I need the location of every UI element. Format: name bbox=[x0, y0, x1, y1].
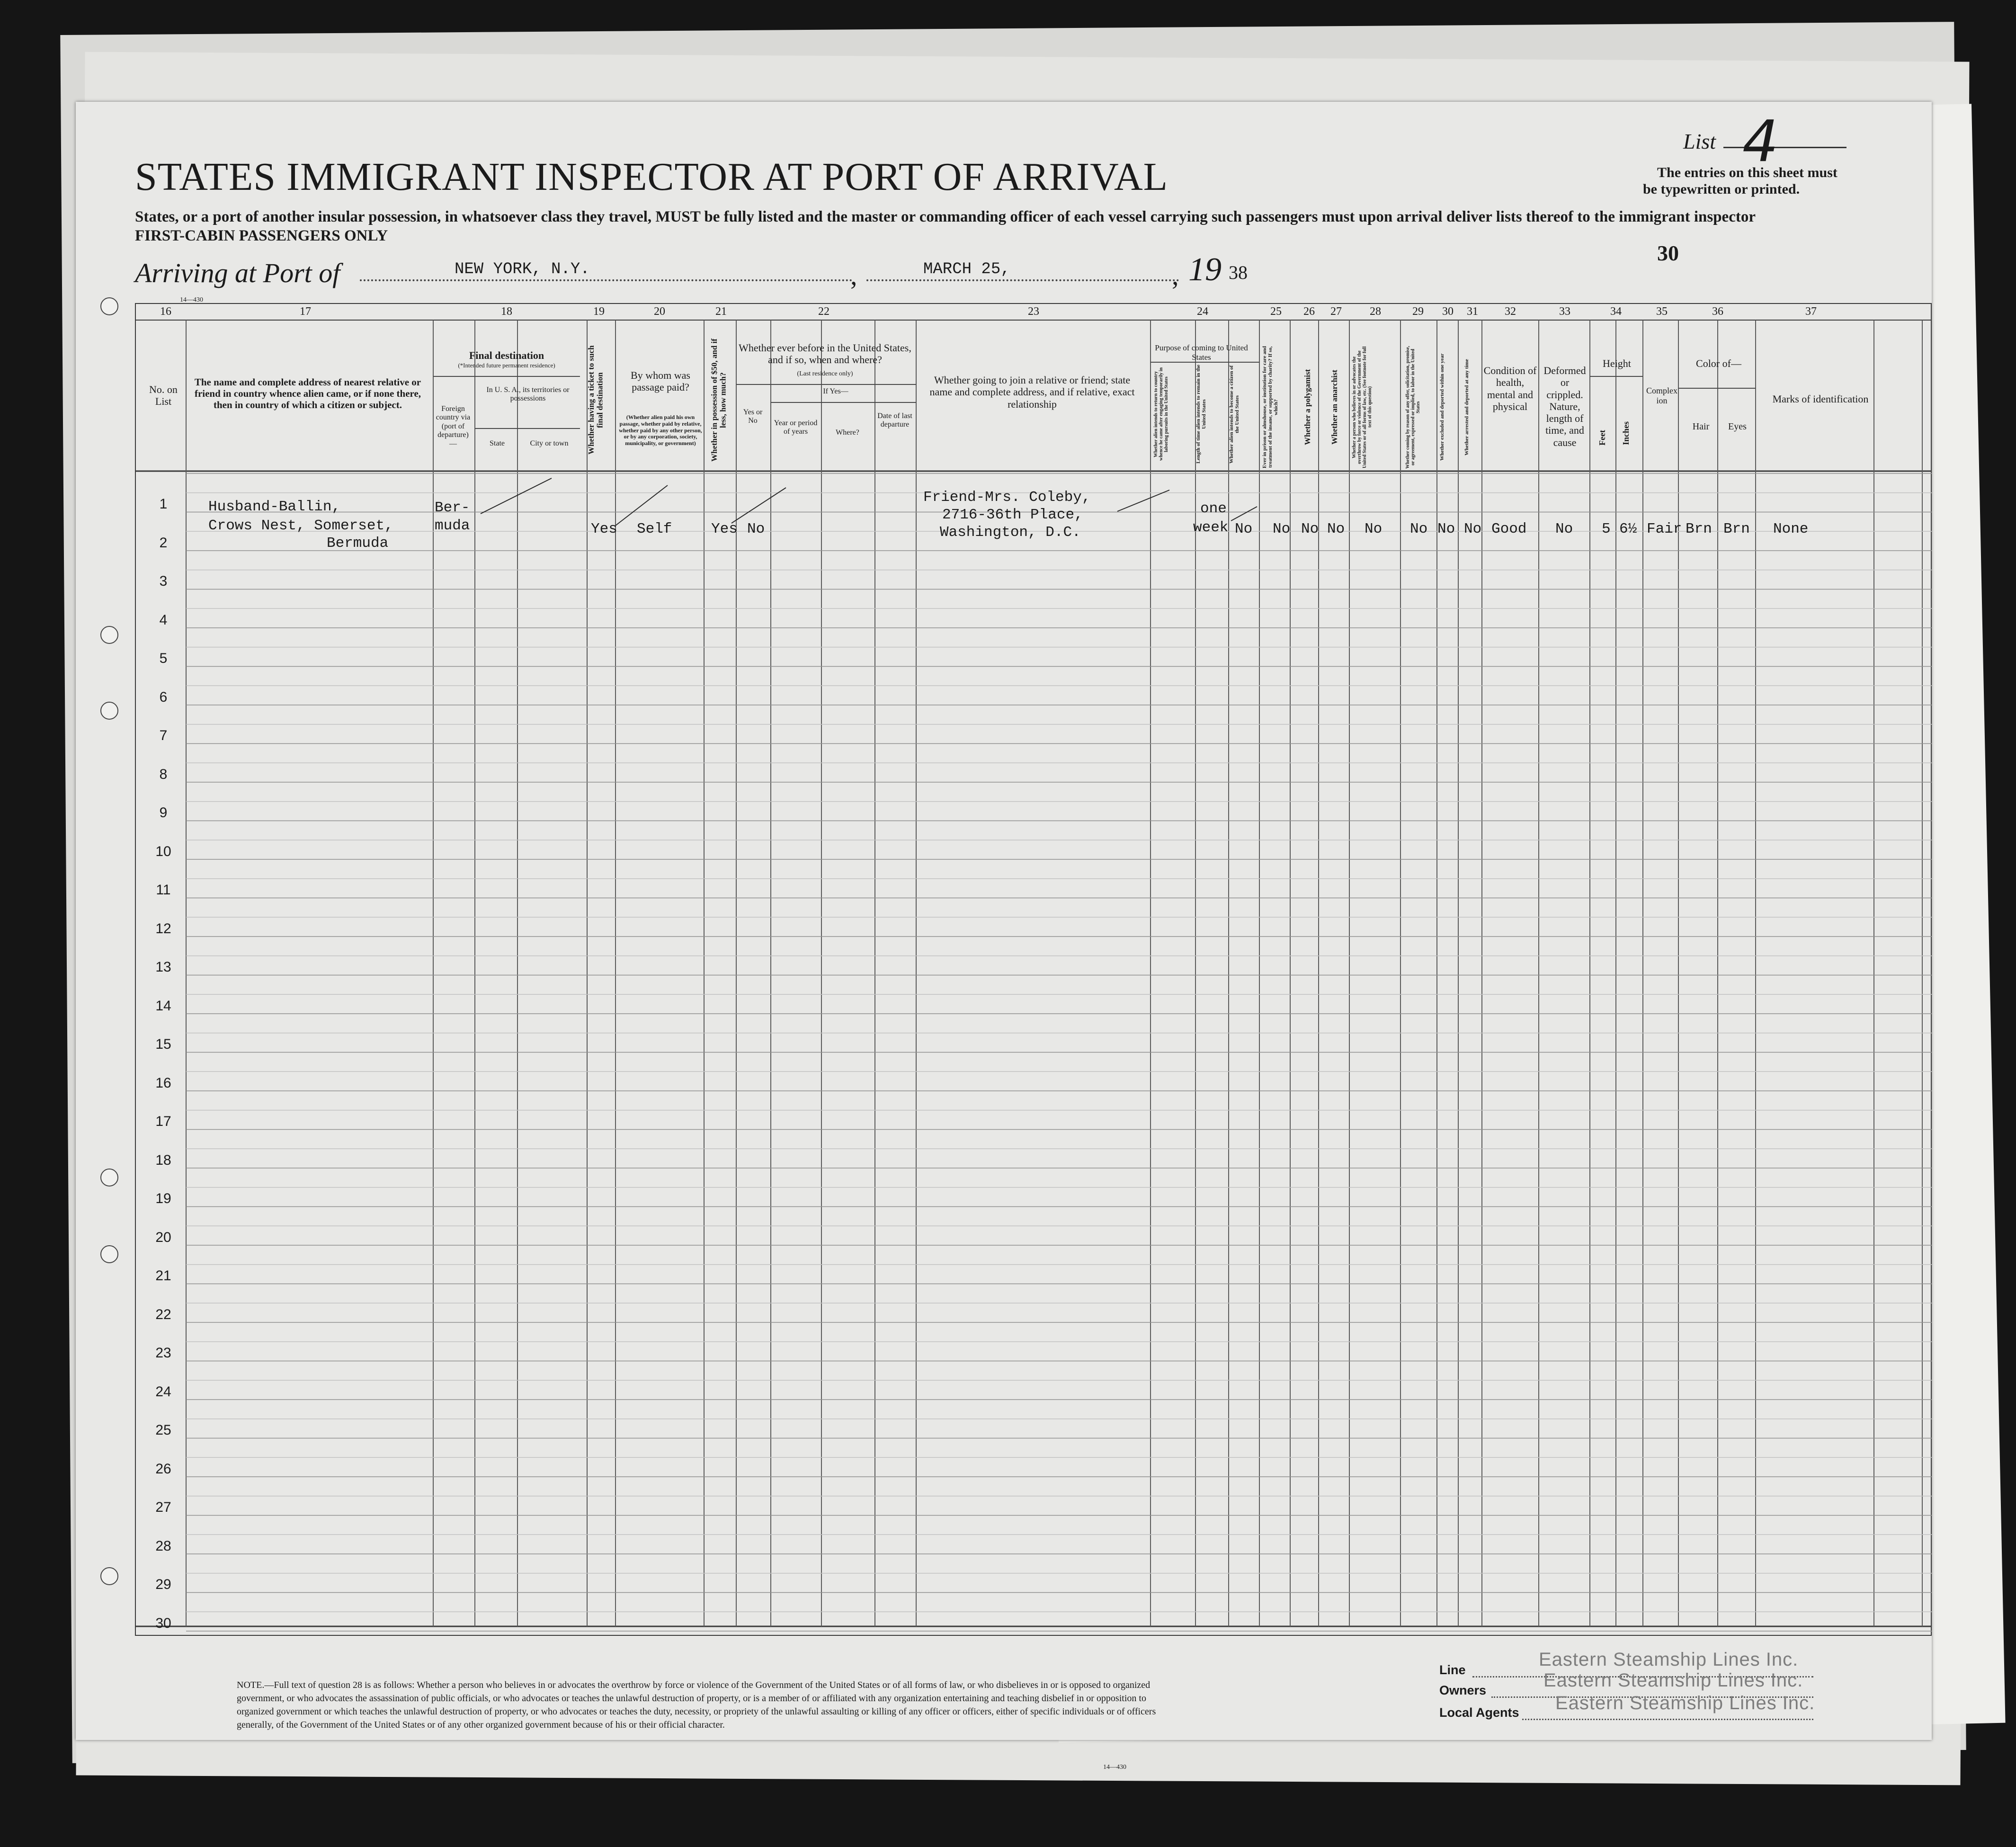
binder-hole bbox=[100, 297, 118, 315]
header-polygamist: Whether a polygamist bbox=[1303, 369, 1312, 446]
line-label: Line bbox=[1439, 1663, 1466, 1677]
row-number: 1 bbox=[159, 496, 168, 512]
blank-slash bbox=[1231, 507, 1257, 521]
col-number: 27 bbox=[1330, 305, 1342, 318]
binder-hole bbox=[100, 1245, 118, 1263]
col-number: 37 bbox=[1805, 305, 1817, 318]
header-ticket: Whether having a ticket to such final destination bbox=[587, 345, 605, 455]
entry-health: Good bbox=[1491, 521, 1527, 537]
date-value: MARCH 25, bbox=[923, 260, 1010, 278]
row-number: 13 bbox=[155, 959, 171, 975]
entry-before: No bbox=[747, 521, 765, 537]
passenger-class: FIRST-CABIN PASSENGERS ONLY bbox=[135, 227, 388, 244]
list-underline bbox=[1723, 147, 1847, 148]
header-health: Condition of health, mental and physical bbox=[1483, 365, 1537, 412]
binder-hole bbox=[100, 626, 118, 644]
entry-marks: None bbox=[1773, 521, 1809, 537]
header-in-usa: In U. S. A., its territories or possessions bbox=[486, 386, 570, 403]
header-passage-paid-note: (Whether alien paid his own passage, whether paid by relative, whether paid by any other person, or by any corporation, society, municipality, or government) bbox=[619, 414, 702, 447]
row-number: 18 bbox=[155, 1152, 171, 1168]
col-number: 32 bbox=[1505, 305, 1516, 318]
header-anarchist: Whether an anarchist bbox=[1330, 369, 1339, 445]
header-where: Where? bbox=[836, 428, 859, 437]
separator: , bbox=[1172, 260, 1179, 291]
entry-foreign-country: Ber- bbox=[435, 500, 470, 516]
col-number: 24 bbox=[1197, 305, 1208, 318]
header-inches: Inches bbox=[1621, 421, 1631, 446]
row-number: 6 bbox=[159, 689, 168, 705]
entry-join-city: Washington, D.C. bbox=[940, 524, 1081, 541]
owners-value: Eastern Steamship Lines Inc. bbox=[1543, 1670, 1803, 1691]
entry-hair: Brn bbox=[1686, 521, 1712, 537]
agents-dotted bbox=[1522, 1719, 1813, 1720]
col-number: 33 bbox=[1559, 305, 1570, 318]
col-number: 23 bbox=[1028, 305, 1039, 318]
row-number: 30 bbox=[155, 1615, 171, 1631]
col-number: 30 bbox=[1442, 305, 1454, 318]
header-year: Year or period of years bbox=[774, 419, 818, 436]
header-excluded: Whether excluded and deported within one year bbox=[1439, 353, 1445, 461]
header-purpose-citizen: Whether alien intends to become a citizen of the United States bbox=[1229, 365, 1240, 464]
entry-excluded: No bbox=[1437, 521, 1455, 537]
subtitle: States, or a port of another insular possession, in whatsoever class they travel, MUST be fully listed and the master or commanding officer of each vessel carrying such passengers must upon arrival deliver lists thereof to the immigrant inspector bbox=[135, 208, 1756, 225]
header-passage-paid: By whom was passage paid? bbox=[631, 369, 690, 393]
entry-length: one bbox=[1200, 500, 1227, 517]
header-purpose-return: Whether alien intends to return to country whence he came after engaging temporarily in laboring pursuits in the United States bbox=[1153, 367, 1169, 461]
header-deformed: Deformed or crippled. Nature, length of time, and cause bbox=[1543, 365, 1586, 448]
port-value: NEW YORK, N.Y. bbox=[455, 260, 590, 278]
row-number: 29 bbox=[155, 1577, 171, 1592]
row-number: 16 bbox=[155, 1075, 171, 1091]
col-number: 19 bbox=[593, 305, 605, 318]
year-value: 38 bbox=[1229, 262, 1248, 283]
row-number: 12 bbox=[155, 920, 171, 937]
row-number: 19 bbox=[155, 1191, 171, 1206]
form-number: 14—430 bbox=[1103, 1764, 1126, 1771]
header-final-destination-note: (*Intended future permanent residence) bbox=[458, 362, 555, 369]
binder-hole bbox=[100, 1169, 118, 1187]
header-relative: The name and complete address of nearest relative or friend in country whence alien came, or if none there, then in country of which a citizen or subject. bbox=[194, 376, 421, 411]
entry-feet: 5 bbox=[1602, 521, 1611, 537]
page-title: STATES IMMIGRANT INSPECTOR AT PORT OF ARRIVAL bbox=[135, 155, 1168, 199]
footnote: NOTE.—Full text of question 28 is as follows: Whether a person who believes in or advocates the overthrow by force or violence of the Government of the United States or of all forms of law, or who disbelieves in or is opposed to organized government, or who advocates the assassination of public officials, or who advocates or teaches the unlawful destruction of property, or is a member of or affiliated with any organization entertaining and teaching disbelief in or opposition to organized government or which teaches the unlawful destruction of property, or who advocates or teaches the duty, necessity, or propriety of the unlawful assaulting or killing of any officer or officers, either of specific individuals or of officers generally, of the Government of the United States or of any other organized government because of his or their official character. bbox=[237, 1680, 1156, 1730]
header-feet: Feet bbox=[1597, 430, 1607, 446]
header-overthrow: Whether a person who believes in or advocates the overthrow by force or violence of the Government of the United States or of all forms of law, etc. (See footnote for full text of this question) bbox=[1352, 346, 1373, 468]
row-number: 22 bbox=[155, 1306, 171, 1322]
col-number: 20 bbox=[654, 305, 665, 318]
row-number: 2 bbox=[159, 535, 168, 551]
header-money: Whether in possession of $50, and if less, how much? bbox=[710, 339, 728, 462]
col-number: 16 bbox=[160, 305, 171, 318]
list-number: 4 bbox=[1742, 109, 1779, 175]
row-number: 11 bbox=[156, 882, 171, 898]
sheet-number: 30 bbox=[1657, 241, 1679, 265]
row-number: 3 bbox=[159, 573, 168, 589]
col-number: 17 bbox=[300, 305, 311, 318]
list-label: List bbox=[1683, 129, 1716, 153]
row-number: 4 bbox=[159, 612, 168, 628]
year-prefix: 19 bbox=[1188, 251, 1222, 288]
header-state: State bbox=[490, 439, 505, 447]
entry-offer: No bbox=[1410, 521, 1428, 537]
arriving-label: Arriving at Port of bbox=[135, 258, 340, 288]
col-number: 22 bbox=[818, 305, 830, 318]
instruction: be typewritten or printed. bbox=[1643, 181, 1800, 197]
entry-relative-address: Crows Nest, Somerset, bbox=[208, 518, 393, 534]
entry-relative-name: Husband-Ballin, bbox=[208, 499, 341, 515]
header-ever-before-note: (Last residence only) bbox=[797, 370, 853, 377]
header-city: City or town bbox=[530, 439, 569, 447]
blank-slash bbox=[481, 478, 552, 514]
row-number: 9 bbox=[159, 805, 168, 821]
header-ever-before: Whether ever before in the United States, and if so, when and where? bbox=[739, 342, 911, 366]
binder-hole bbox=[100, 702, 118, 720]
row-number: 27 bbox=[155, 1499, 171, 1515]
row-number: 15 bbox=[155, 1036, 171, 1052]
header-marks: Marks of identification bbox=[1772, 393, 1869, 405]
col-number: 34 bbox=[1610, 305, 1622, 318]
header-prison: Ever in prison or almshouse, or institution for care and treatment of the insane, or supported by charity? If so, which? bbox=[1262, 346, 1279, 469]
header-yes-no: Yes or No bbox=[743, 408, 763, 425]
blank-slash bbox=[1117, 490, 1169, 511]
header-color-of: Color of— bbox=[1696, 357, 1741, 369]
header-height: Height bbox=[1603, 357, 1631, 369]
col-number: 18 bbox=[501, 305, 512, 318]
entry-polygamist: No bbox=[1301, 521, 1319, 537]
blank-slash bbox=[616, 485, 668, 526]
header-going-to-join: Whether going to join a relative or friend; state name and complete address, and if relative, exact relationship bbox=[929, 374, 1135, 410]
row-number: 28 bbox=[155, 1538, 171, 1554]
row-number: 26 bbox=[155, 1461, 171, 1477]
entry-join-address: 2716-36th Place, bbox=[942, 507, 1083, 523]
col-number: 26 bbox=[1303, 305, 1315, 318]
entry-prison: No bbox=[1273, 521, 1291, 537]
entry-relative-country: Bermuda bbox=[327, 535, 389, 552]
col-number: 28 bbox=[1370, 305, 1381, 318]
entry-money: Yes bbox=[711, 521, 738, 537]
agents-value: Eastern Steamship Lines Inc. bbox=[1555, 1693, 1815, 1713]
row-number: 8 bbox=[159, 766, 168, 782]
entry-overthrow: No bbox=[1365, 521, 1383, 537]
col-number: 35 bbox=[1656, 305, 1668, 318]
separator: , bbox=[850, 260, 857, 291]
date-dotted-line bbox=[866, 279, 1179, 281]
row-number: 17 bbox=[155, 1114, 171, 1129]
header-foreign-country: Foreign country via (port of departure)— bbox=[436, 405, 471, 448]
col-number: 21 bbox=[715, 305, 727, 318]
owners-label: Owners bbox=[1439, 1683, 1487, 1697]
header-final-destination: Final destination bbox=[469, 349, 544, 361]
col-number: 25 bbox=[1270, 305, 1282, 318]
entry-anarchist: No bbox=[1327, 521, 1345, 537]
col-number: 31 bbox=[1467, 305, 1478, 318]
row-number: 25 bbox=[155, 1422, 171, 1438]
row-number: 14 bbox=[155, 998, 171, 1014]
row-number: 24 bbox=[155, 1383, 171, 1400]
agents-label: Local Agents bbox=[1439, 1705, 1519, 1720]
binder-hole bbox=[100, 1567, 118, 1585]
header-offer: Whether coming by reason of any offer, solicitation, promise, or agreement, expressed or implied, to labor in the United States bbox=[1405, 346, 1421, 469]
col-number: 36 bbox=[1712, 305, 1723, 318]
header-hair: Hair bbox=[1692, 421, 1710, 432]
entry-passage: Self bbox=[637, 521, 672, 537]
entry-foreign-country: muda bbox=[435, 518, 470, 534]
form-number: 14—430 bbox=[180, 296, 203, 303]
col-number: 29 bbox=[1412, 305, 1424, 318]
entry-length: week bbox=[1193, 519, 1229, 536]
line-value: Eastern Steamship Lines Inc. bbox=[1539, 1649, 1799, 1670]
row-number: 5 bbox=[159, 651, 168, 666]
entry-deformed: No bbox=[1555, 521, 1573, 537]
entry-ticket: Yes bbox=[591, 521, 617, 537]
entry-citizen: No bbox=[1235, 521, 1253, 537]
row-number: 10 bbox=[155, 843, 171, 859]
header-eyes: Eyes bbox=[1728, 421, 1747, 432]
instruction: The entries on this sheet must bbox=[1657, 165, 1838, 180]
row-number: 21 bbox=[155, 1268, 171, 1284]
entry-inches: 6½ bbox=[1619, 521, 1637, 537]
entry-eyes: Brn bbox=[1723, 521, 1750, 537]
row-number: 7 bbox=[159, 728, 168, 743]
entry-complexion: Fair bbox=[1647, 521, 1682, 537]
header-complexion: Complexion bbox=[1646, 386, 1677, 405]
header-arrested: Whether arrested and deported at any time bbox=[1464, 359, 1470, 455]
header-if-yes: If Yes— bbox=[823, 387, 848, 395]
header-purpose: Purpose of coming to United States bbox=[1155, 343, 1248, 362]
entry-arrested: No bbox=[1464, 521, 1482, 537]
row-number: 23 bbox=[155, 1345, 171, 1361]
row-number: 20 bbox=[155, 1229, 171, 1245]
entry-join-name: Friend-Mrs. Coleby, bbox=[923, 489, 1091, 506]
port-dotted-line bbox=[360, 279, 852, 281]
header-purpose-length: Length of time alien intends to remain in the United States bbox=[1195, 365, 1207, 464]
header-date-last-departure: Date of last departure bbox=[877, 412, 912, 429]
header-no-on-list: No. on List bbox=[149, 384, 178, 408]
